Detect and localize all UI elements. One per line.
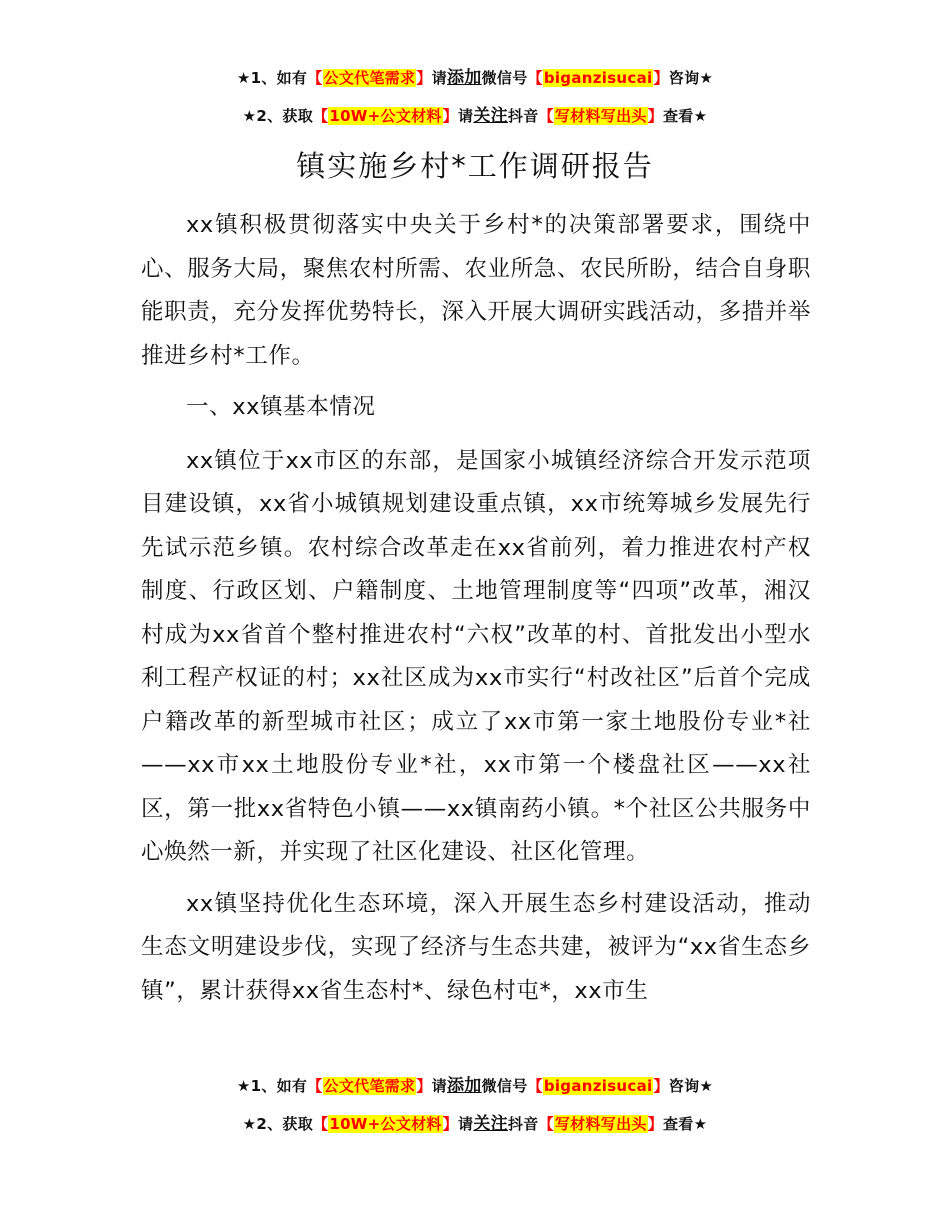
bracket-open: 【: [313, 1115, 329, 1133]
promo-line-2-suffix: 查看★: [663, 107, 708, 125]
promo-line-2: [0, 106, 950, 126]
promo-line-1-prefix: ★1、如有: [236, 69, 308, 87]
paragraph-ecology: xx镇坚持优化生态环境，深入开展生态乡村建设活动，推动生态文明建设步伐，实现了经济与生态共建，被评为“xx省生态乡镇”，累计获得xx省生态村*、绿色村屯*，xx市生: [141, 890, 811, 1004]
bracket-close: 】: [647, 107, 663, 125]
promo-line-2-mid2: 抖音: [507, 1115, 539, 1133]
promo-line-1-prefix: ★1、如有: [236, 1077, 308, 1095]
promo-line-2-mid1: 请: [458, 1115, 474, 1133]
promo-highlight-wechat-id: biganzisucai: [543, 1077, 653, 1095]
document-title: 镇实施乡村*工作调研报告: [296, 149, 654, 183]
promo-highlight-service: 公文代笔需求: [323, 69, 416, 87]
bracket-close: 】: [416, 1077, 432, 1095]
bracket-close: 】: [442, 1115, 459, 1133]
promo-line-2-mid2: 抖音: [507, 107, 539, 125]
promo-line-2-emphasis: 关注: [473, 106, 508, 126]
bracket-open: 【: [538, 1115, 554, 1133]
paragraph-intro: xx镇积极贯彻落实中央关于乡村*的决策部署要求，围绕中心、服务大局，聚焦农村所需、农业所急、农民所盼，结合自身职能职责，充分发挥优势特长，深入开展大调研实践活动，多措并举推进乡村*工作。: [141, 212, 811, 369]
promo-line-2-emphasis: 关注: [473, 1114, 508, 1134]
promo-line-2-mid1: 请: [458, 107, 474, 125]
promo-banner-top: [0, 68, 950, 126]
document-body: [141, 204, 811, 1021]
promo-banner-bottom: [0, 1076, 950, 1134]
bracket-close: 】: [416, 69, 432, 87]
bracket-open: 【: [313, 107, 329, 125]
promo-line-1: [0, 68, 950, 88]
promo-highlight-service: 公文代笔需求: [323, 1077, 416, 1095]
promo-line-1-mid2: 微信号: [481, 69, 528, 87]
promo-highlight-materials: 10W+公文材料: [329, 1115, 442, 1133]
promo-line-2-prefix: ★2、获取: [242, 107, 314, 125]
bracket-close: 】: [653, 1077, 669, 1095]
bracket-close: 】: [653, 69, 669, 87]
promo-line-2-suffix: 查看★: [663, 1115, 708, 1133]
bracket-open: 【: [538, 107, 554, 125]
bracket-close: 】: [647, 1115, 663, 1133]
promo-highlight-materials: 10W+公文材料: [329, 107, 442, 125]
bracket-close: 】: [442, 107, 459, 125]
paragraph-basic-info: xx镇位于xx市区的东部，是国家小城镇经济综合开发示范项目建设镇，xx省小城镇规划建设重点镇，xx市统筹城乡发展先行先试示范乡镇。农村综合改革走在xx省前列，着力推进农村产权制度、行政区划、户籍制度、土地管理制度等“四项”改革，湘汉村成为xx省首个整村推进农村“六权”改革的村、首批发出小型水利工程产权证的村；xx社区成为xx市实行“村改社区”后首个完成户籍改革的新型城市社区；成立了xx市第一家土地股份专业*社——xx市xx土地股份专业*社，xx市第一个楼盘社区——xx社区，第一批xx省特色小镇——xx镇南药小镇。*个社区公共服务中心焕然一新，并实现了社区化建设、社区化管理。: [141, 447, 811, 865]
bracket-open: 【: [307, 69, 323, 87]
promo-line-1-emphasis: 添加: [446, 68, 482, 88]
bracket-open: 【: [527, 1077, 543, 1095]
promo-highlight-douyin-account: 写材料写出头: [554, 107, 647, 125]
bracket-open: 【: [307, 1077, 323, 1095]
promo-highlight-wechat-id: biganzisucai: [543, 69, 653, 87]
promo-line-1-suffix: 咨询★: [668, 69, 714, 87]
bracket-open: 【: [527, 69, 543, 87]
promo-highlight-douyin-account: 写材料写出头: [554, 1115, 647, 1133]
promo-line-2: [0, 1114, 950, 1134]
promo-line-1: [0, 1076, 950, 1096]
promo-line-1-mid1: 请: [431, 69, 447, 87]
promo-line-1-emphasis: 添加: [446, 1076, 482, 1096]
promo-line-1-mid2: 微信号: [481, 1077, 528, 1095]
promo-line-1-suffix: 咨询★: [668, 1077, 714, 1095]
section-heading-1: 一、xx镇基本情况: [186, 394, 376, 420]
promo-line-1-mid1: 请: [431, 1077, 447, 1095]
promo-line-2-prefix: ★2、获取: [242, 1115, 314, 1133]
